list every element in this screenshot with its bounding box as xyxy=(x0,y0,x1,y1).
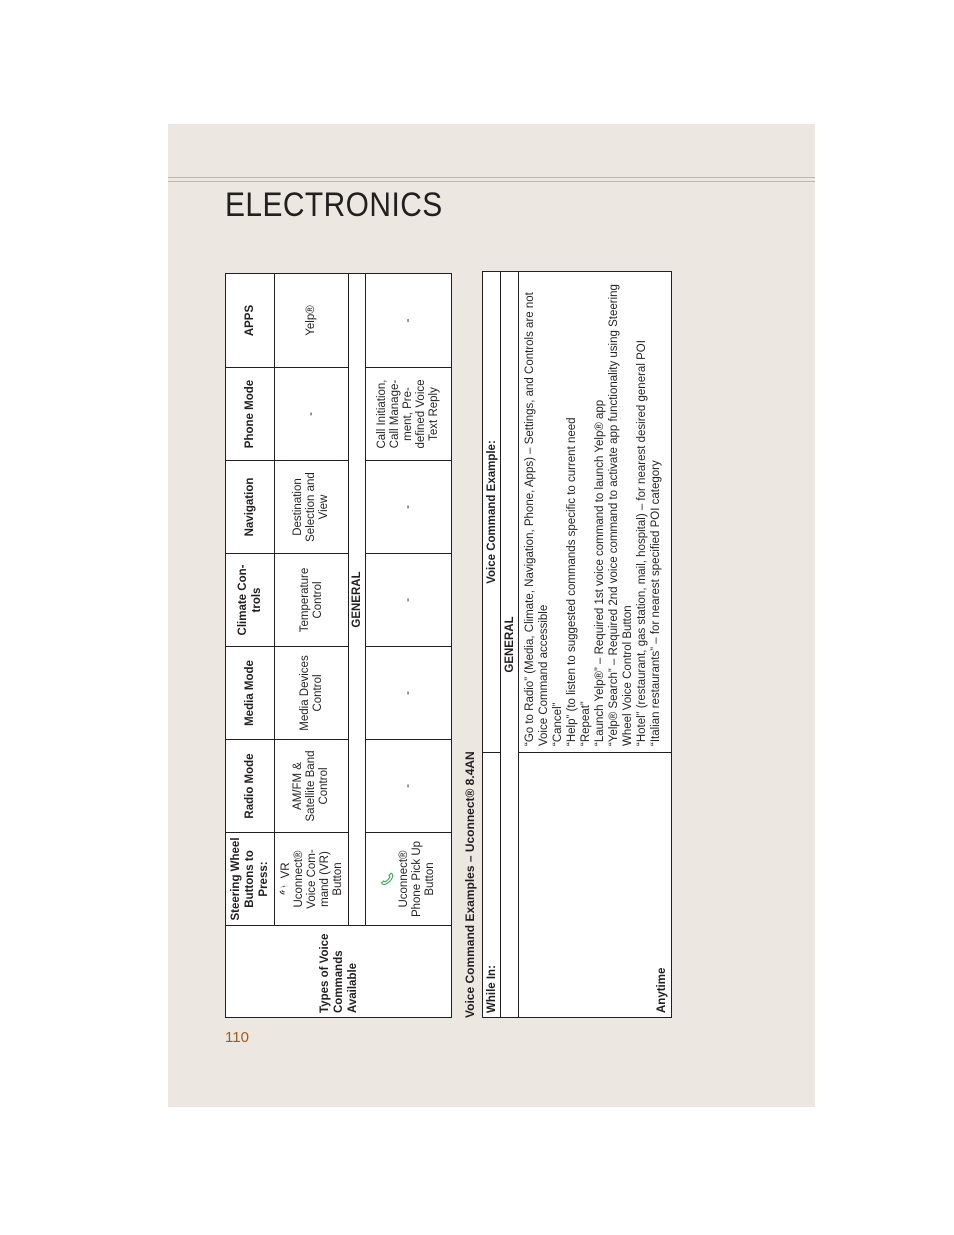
types-header: Types of Voice Commands Available xyxy=(226,926,452,1018)
climate-cell: Temperature Control xyxy=(275,554,349,647)
command-list xyxy=(519,272,672,753)
vr-button-text: VR Uconnect® Voice Com-mand (VR) Button xyxy=(279,849,344,909)
col-header-media: Media Mode xyxy=(226,647,275,740)
radio-cell: AM/FM & Satellite Band Control xyxy=(275,740,349,833)
media-cell: - xyxy=(366,647,452,740)
navigation-cell: Destination Selection and View xyxy=(275,461,349,554)
phone-cell: Call Initiation, Call Manage-ment, Pre-defined Voice Text Reply xyxy=(366,368,452,461)
header-rule xyxy=(168,181,815,182)
general-label: GENERAL xyxy=(501,272,519,1018)
col-header-phone: Phone Mode xyxy=(226,368,275,461)
command-item: “Cancel” xyxy=(552,702,564,746)
table-caption: Voice Command Examples – Uconnect® 8.4AN xyxy=(463,751,477,1018)
while-in-header: While In: xyxy=(483,753,501,1018)
col-header-climate: Climate Con-trols xyxy=(226,554,275,647)
section-title: ELECTRONICS xyxy=(225,186,443,224)
radio-cell: - xyxy=(366,740,452,833)
command-item: “Italian restaurants” – for nearest specified POI category xyxy=(650,460,662,746)
vr-button-cell xyxy=(275,833,349,926)
col-header-apps: APPS xyxy=(226,274,275,368)
anytime-label: Anytime xyxy=(519,753,672,1018)
climate-cell: - xyxy=(366,554,452,647)
phone-button-text: Uconnect® Phone Pick Up Button xyxy=(398,840,436,918)
apps-cell: Yelp® xyxy=(275,274,349,368)
media-cell: Media Devices Control xyxy=(275,647,349,740)
navigation-cell: - xyxy=(366,461,452,554)
voice-command-examples-table xyxy=(482,272,672,1018)
phone-icon xyxy=(380,872,394,886)
voice-commands-table xyxy=(225,274,451,1018)
col-header-navigation: Navigation xyxy=(226,461,275,554)
phone-button-cell xyxy=(366,833,452,926)
header-rule xyxy=(168,177,815,178)
voice-command-icon xyxy=(279,882,290,896)
example-header: Voice Command Example: xyxy=(483,272,501,753)
apps-cell: - xyxy=(366,274,452,368)
phone-cell: - xyxy=(275,368,349,461)
command-item: “Yelp® Search” – Required 2nd voice command to activate app functionality using Steering Wheel Voice Control Button xyxy=(608,284,634,746)
command-item: “Hotel” (restaurant, gas station, mail, hospital) – for nearest desired general POI xyxy=(636,340,648,746)
general-label: GENERAL xyxy=(349,274,366,926)
command-item: “Launch Yelp®” – Required 1st voice command to launch Yelp® app xyxy=(594,399,606,746)
command-item: “Go to Radio” (Media, Climate, Navigation, Phone, Apps) – Settings, and Controls are not Voice Command accessible xyxy=(524,292,550,746)
col-header-buttons: Steering Wheel Buttons to Press: xyxy=(226,833,275,926)
col-header-radio: Radio Mode xyxy=(226,740,275,833)
command-item: “Help” (to listen to suggested commands specific to current need xyxy=(566,417,578,746)
page-number: 110 xyxy=(225,1029,249,1046)
command-item: “Repeat” xyxy=(580,701,592,746)
manual-page xyxy=(168,124,815,1107)
